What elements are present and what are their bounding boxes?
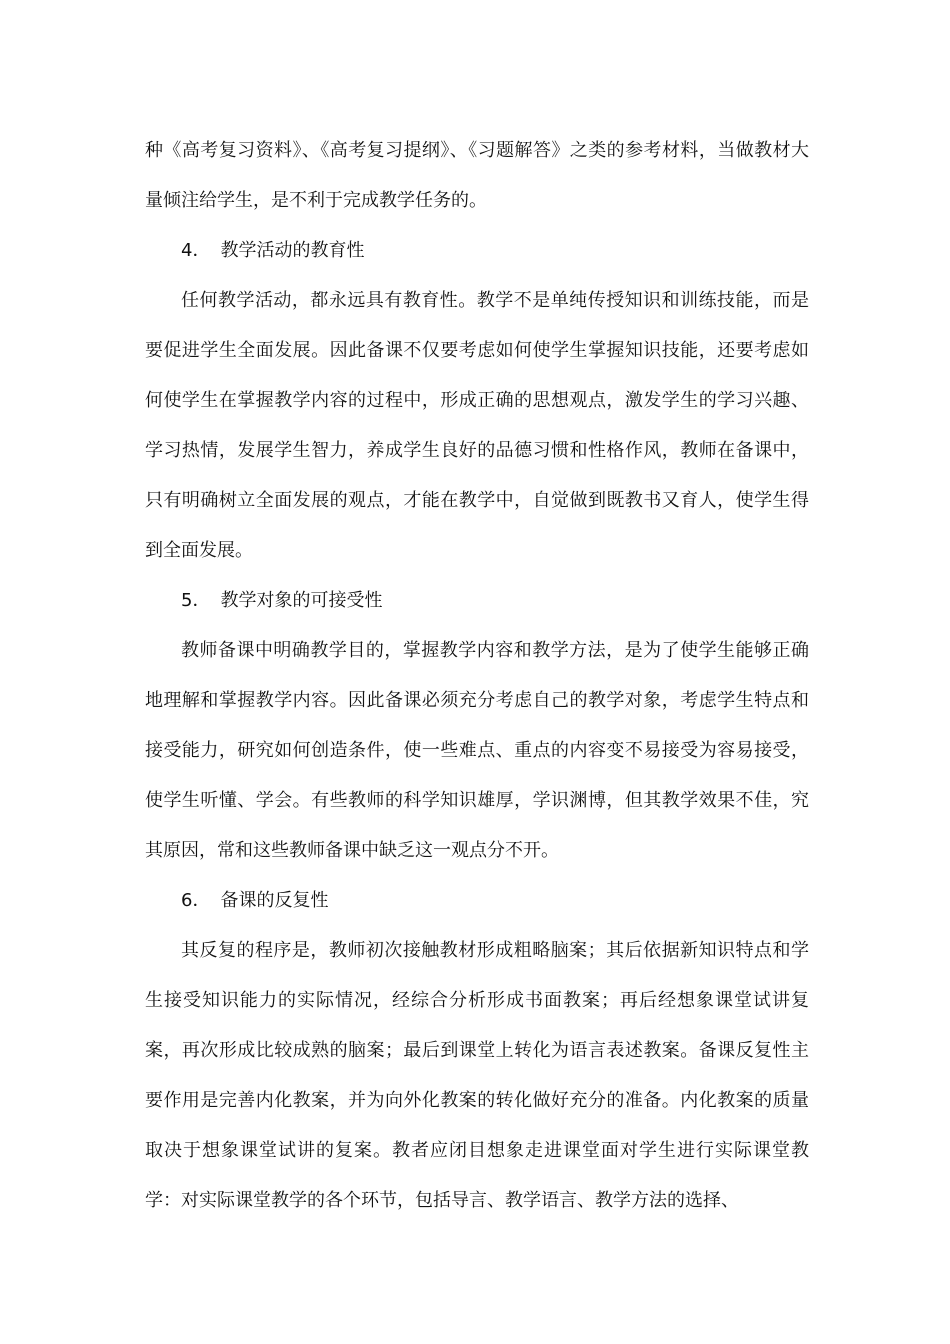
paragraph-education: 任何教学活动，都永远具有教育性。教学不是单纯传授知识和训练技能，而是要促进学生全面发展。因此备课不仅要考虑如何使学生掌握知识技能，还要考虑如何使学生在掌握教学内容的过程中，形成正确的思想观点，激发学生的学习兴趣、学习热情，发展学生智力，养成学生良好的品德习惯和性格作风，教师在备课中，只有明确树立全面发展的观点，才能在教学中，自觉做到既教书又育人，使学生得到全面发展。 bbox=[145, 290, 809, 561]
paragraph-repetition: 其反复的程序是，教师初次接触教材形成粗略脑案；其后依据新知识特点和学生接受知识能力的实际情况，经综合分析形成书面教案；再后经想象课堂试讲复案，再次形成比较成熟的脑案；最后到课堂上转化为语言表述教案。备课反复性主要作用是完善内化教案，并为向外化教案的转化做好充分的准备。内化教案的质量取决于想象课堂试讲的复案。教者应闭目想象走进课堂面对学生进行实际课堂教学：对实际课堂教学的各个环节，包括导言、教学语言、教学方法的选择、 bbox=[145, 940, 809, 1211]
section-number: 5． bbox=[181, 590, 211, 611]
document-body bbox=[145, 126, 809, 1226]
section-number: 6． bbox=[181, 890, 211, 911]
section-title: 教学活动的教育性 bbox=[220, 240, 365, 261]
paragraph-acceptability: 教师备课中明确教学目的，掌握教学内容和教学方法，是为了使学生能够正确地理解和掌握教学内容。因此备课必须充分考虑自己的教学对象，考虑学生特点和接受能力，研究如何创造条件，使一些难点、重点的内容变不易接受为容易接受，使学生听懂、学会。有些教师的科学知识雄厚，学识渊博，但其教学效果不佳，究其原因，常和这些教师备课中缺乏这一观点分不开。 bbox=[145, 640, 809, 861]
section-title: 教学对象的可接受性 bbox=[220, 590, 383, 611]
paragraph-continuation: 种《高考复习资料》、《高考复习提纲》、《习题解答》之类的参考材料，当做教材大量倾注给学生，是不利于完成教学任务的。 bbox=[145, 140, 809, 211]
section-heading-4 bbox=[145, 226, 809, 276]
section-number: 4． bbox=[181, 240, 211, 261]
section-heading-6 bbox=[145, 876, 809, 926]
section-heading-5 bbox=[145, 576, 809, 626]
section-title: 备课的反复性 bbox=[220, 890, 329, 911]
